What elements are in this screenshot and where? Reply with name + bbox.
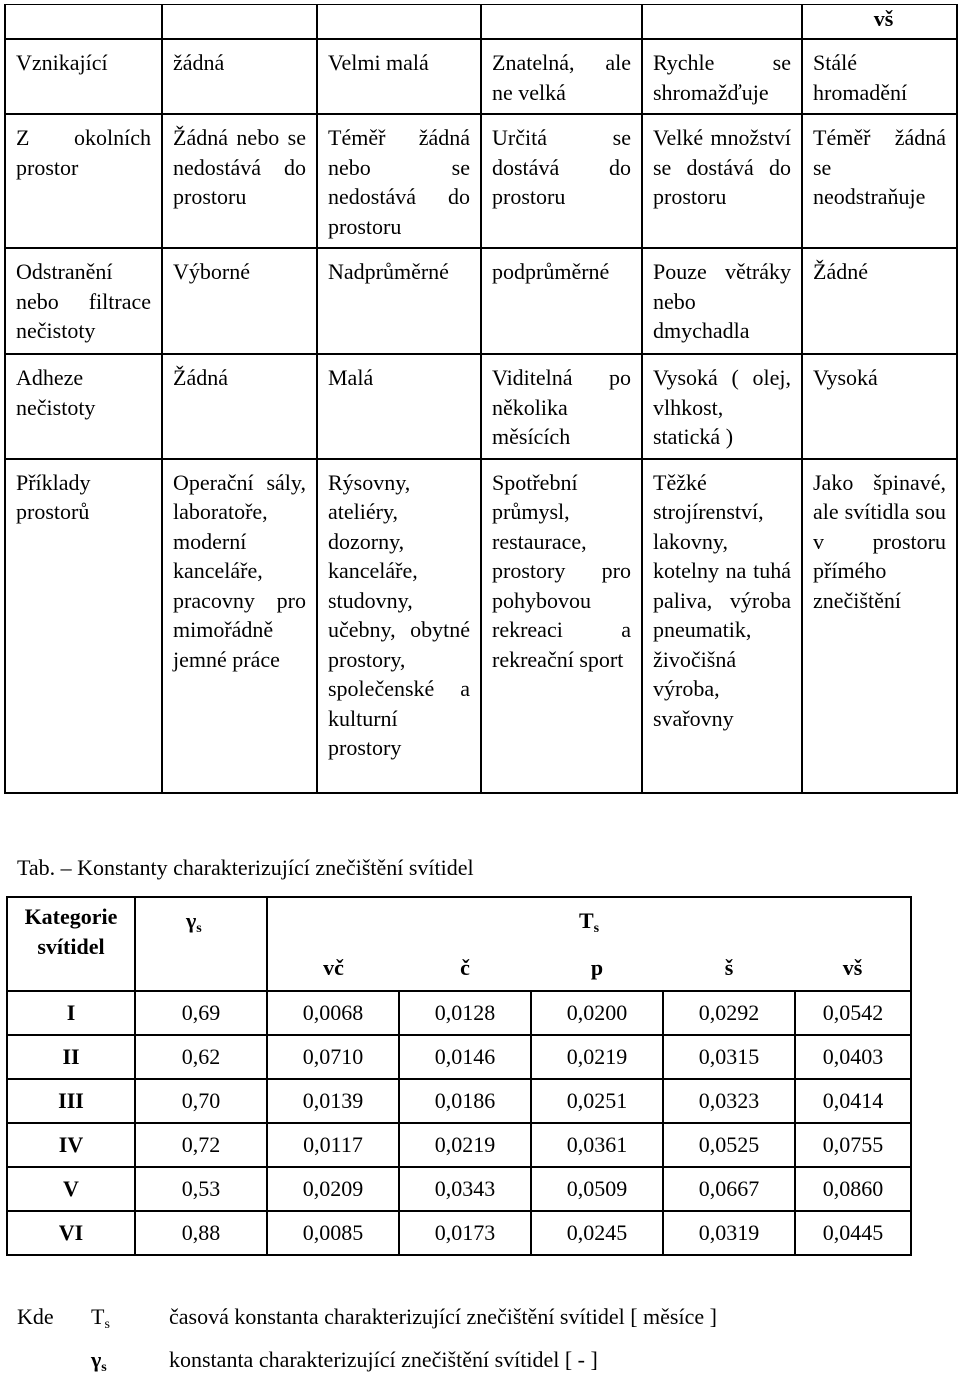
table-cell: Výborné [162,248,317,354]
table-cell: 0,0128 [399,991,531,1035]
table-cell: 0,0403 [795,1035,911,1079]
table-cell: 0,0509 [531,1167,663,1211]
gamma-cell: 0,72 [135,1123,267,1167]
table-cell: 0,0139 [267,1079,399,1123]
subheader-c: č [399,946,531,991]
table-cell: 0,0710 [267,1035,399,1079]
table-row [7,1123,911,1167]
table-cell: 0,0755 [795,1123,911,1167]
table-cell: Stálé hromadění [802,39,957,114]
table-cell: 0,0146 [399,1035,531,1079]
gamma-cell: 0,62 [135,1035,267,1079]
table-cell: 0,0542 [795,991,911,1035]
table-cell: žádná [162,39,317,114]
table-cell: Rychle se shromažďuje [642,39,802,114]
header-row [7,897,911,946]
legend-symbol: $T_s$ [91,1304,110,1332]
table-cell: Téměř žádná se neodstraňuje [802,114,957,248]
header-row [5,5,957,40]
table-cell: Vysoká [802,354,957,459]
category-cell: I [7,991,135,1035]
row-label: Příklady prostorů [5,459,162,793]
category-cell: V [7,1167,135,1211]
subheader-p: p [531,946,663,991]
row-label: Z okolních prostor [5,114,162,248]
table-row [5,39,957,114]
category-header: Kategorie svítidel [7,897,135,991]
table-cell: Nadprůměrné [317,248,481,354]
table-cell: 0,0186 [399,1079,531,1123]
table-cell: Rýsovny, ateliéry, dozorny, kanceláře, studovny, učebny, obytné prostory, společenské a kulturní prostory [317,459,481,793]
table-cell: Viditelná po několika měsících [481,354,642,459]
table-cell: 0,0860 [795,1167,911,1211]
row-label: Adheze nečistoty [5,354,162,459]
row-label: Vznikající [5,39,162,114]
legend-kde: Kde [17,1304,54,1329]
category-cell: VI [7,1211,135,1255]
table-cell: 0,0292 [663,991,795,1035]
legend-description: konstanta charakterizující znečištění svítidel [ - ] [169,1347,598,1372]
table-cell: 0,0414 [795,1079,911,1123]
table-row [7,991,911,1035]
legend-description: časová konstanta charakterizující znečištění svítidel [ měsíce ] [169,1304,717,1329]
pollution-categories-table [4,4,958,794]
row-label: Odstranění nebo filtrace nečistoty [5,248,162,354]
gamma-cell: 0,69 [135,991,267,1035]
table-cell: 0,0173 [399,1211,531,1255]
table-cell: Znatelná, ale ne velká [481,39,642,114]
table-row [5,114,957,248]
table-cell: Žádná nebo se nedostává do prostoru [162,114,317,248]
category-cell: III [7,1079,135,1123]
subheader-s: š [663,946,795,991]
table-cell: 0,0068 [267,991,399,1035]
table-row [7,1211,911,1255]
table-row [5,248,957,354]
table-cell: Vysoká ( olej, vlhkost, statická ) [642,354,802,459]
table-cell: 0,0445 [795,1211,911,1255]
table-cell: 0,0525 [663,1123,795,1167]
table-cell: 0,0219 [531,1035,663,1079]
table-cell: 0,0667 [663,1167,795,1211]
legend-symbol: $\gamma_s$ [91,1347,107,1375]
table-cell: 0,0319 [663,1211,795,1255]
gamma-header: $\gamma_s$ [135,897,267,991]
table-cell: 0,0085 [267,1211,399,1255]
table-cell: Malá [317,354,481,459]
table-cell: Žádná [162,354,317,459]
table-cell: Spotřební průmysl, restaurace, prostory pro pohybovou rekreaci a rekreační sport [481,459,642,793]
table-cell: Operační sály, laboratoře, moderní kanceláře, pracovny pro mimořádně jemné práce [162,459,317,793]
subheader-vs: vš [795,946,911,991]
table-cell: 0,0209 [267,1167,399,1211]
table-cell: 0,0117 [267,1123,399,1167]
table-cell: 0,0245 [531,1211,663,1255]
table-cell: 0,0361 [531,1123,663,1167]
subheader-vc: vč [267,946,399,991]
gamma-cell: 0,53 [135,1167,267,1211]
legend-line-ts [17,1302,917,1332]
table-cell: Téměř žádná nebo se nedostává do prostoru [317,114,481,248]
legend-line-gamma [17,1345,917,1375]
table-cell: Velké množství se dostává do prostoru [642,114,802,248]
table-row [5,459,957,793]
gamma-cell: 0,88 [135,1211,267,1255]
table-cell: Velmi malá [317,39,481,114]
table-row [7,1079,911,1123]
table-row [5,354,957,459]
column-header-vs: vš [802,5,957,40]
table-cell: podprůměrné [481,248,642,354]
table-caption: Tab. – Konstanty charakterizující znečištění svítidel [17,855,474,880]
table-cell: Určitá se dostává do prostoru [481,114,642,248]
table-cell: 0,0219 [399,1123,531,1167]
table-cell: Žádné [802,248,957,354]
table-cell: Pouze větráky nebo dmychadla [642,248,802,354]
table-cell: Jako špinavé, ale svítidla sou v prostoru přímého znečištění [802,459,957,793]
constants-table [6,896,912,1256]
table-cell: 0,0200 [531,991,663,1035]
ts-header: $T_s$ [267,897,911,946]
table-cell: 0,0251 [531,1079,663,1123]
gamma-cell: 0,70 [135,1079,267,1123]
table-cell: Těžké strojírenství, lakovny, kotelny na tuhá paliva, výroba pneumatik, živočišná výroba, svařovny [642,459,802,793]
category-cell: IV [7,1123,135,1167]
category-cell: II [7,1035,135,1079]
table-cell: 0,0315 [663,1035,795,1079]
table-cell: 0,0323 [663,1079,795,1123]
table-cell: 0,0343 [399,1167,531,1211]
table-row [7,1035,911,1079]
table-row [7,1167,911,1211]
